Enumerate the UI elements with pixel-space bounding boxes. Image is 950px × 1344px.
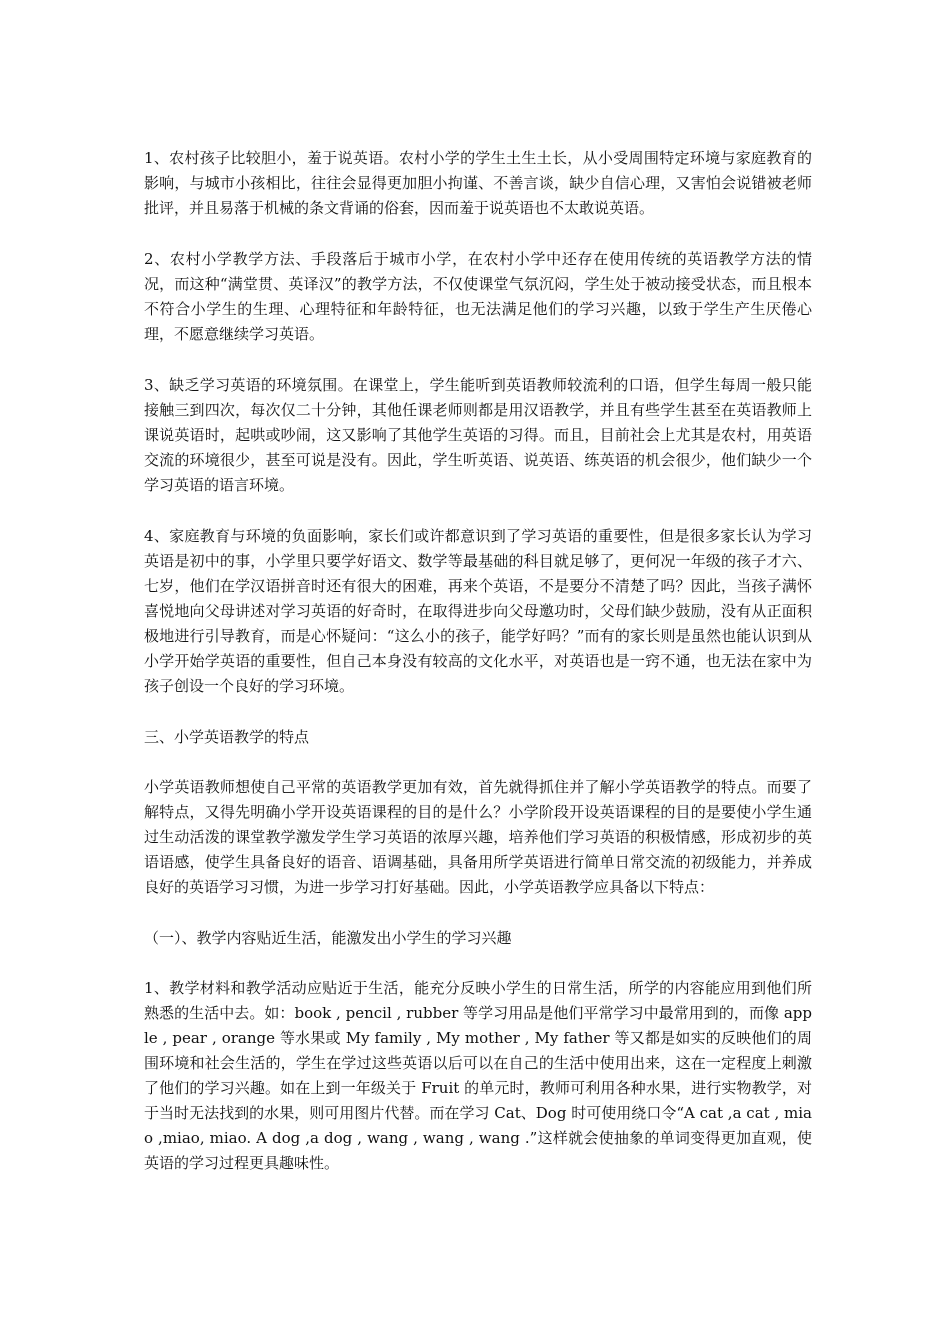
document-body — [144, 146, 812, 1202]
section-paragraph: 小学英语教师想使自己平常的英语教学更加有效，首先就得抓住并了解小学英语教学的特点。而要了解特点，又得先明确小学开设英语课程的目的是什么？小学阶段开设英语课程的目的是要使小学生通过生动活泼的课堂教学激发学生学习英语的浓厚兴趣，培养他们学习英语的积极情感，形成初步的英语语感，使学生具备良好的语音、语调基础，具备用所学英语进行简单日常交流的初级能力，并养成良好的英语学习习惯，为进一步学习打好基础。因此，小学英语教学应具备以下特点： — [144, 778, 812, 896]
paragraph-3: 3、缺乏学习英语的环境氛围。在课堂上，学生能听到英语教师较流利的口语，但学生每周一般只能接触三到四次，每次仅二十分钟，其他任课老师则都是用汉语教学，并且有些学生甚至在英语教师上课说英语时，起哄或吵闹，这又影响了其他学生英语的习得。而且，目前社会上尤其是农村，用英语交流的环境很少，甚至可说是没有。因此，学生听英语、说英语、练英语的机会很少，他们缺少一个学习英语的语言环境。 — [144, 376, 812, 494]
paragraph-4: 4、家庭教育与环境的负面影响，家长们或许都意识到了学习英语的重要性，但是很多家长认为学习英语是初中的事，小学里只要学好语文、数学等最基础的科目就足够了，更何况一年级的孩子才六、七岁，他们在学汉语拼音时还有很大的困难，再来个英语，不是要分不清楚了吗？因此，当孩子满怀喜悦地向父母讲述对学习英语的好奇时，在取得进步向父母邀功时，父母们缺少鼓励，没有从正面积极地进行引导教育，而是心怀疑问：“这么小的孩子，能学好吗？”而有的家长则是虽然也能认识到从小学开始学英语的重要性，但自己本身没有较高的文化水平，对英语也是一窍不通，也无法在家中为孩子创设一个良好的学习环境。 — [144, 527, 812, 695]
paragraph-2: 2、农村小学教学方法、手段落后于城市小学，在农村小学中还存在使用传统的英语教学方法的情况，而这种“满堂贯、英译汉”的教学方法，不仅使课堂气氛沉闷，学生处于被动接受状态，而且根本不符合小学生的生理、心理特征和年龄特征，也无法满足他们的学习兴趣，以致于学生产生厌倦心理，不愿意继续学习英语。 — [144, 250, 812, 343]
paragraph-1: 1、农村孩子比较胆小，羞于说英语。农村小学的学生土生土长，从小受周围特定环境与家庭教育的影响，与城市小孩相比，往往会显得更加胆小拘谨、不善言谈，缺少自信心理，又害怕会说错被老师批评，并且易落于机械的条文背诵的俗套，因而羞于说英语也不太敢说英语。 — [144, 149, 812, 217]
section-heading: 三、小学英语教学的特点 — [144, 728, 310, 746]
subsection-paragraph: 1、教学材料和教学活动应贴近于生活，能充分反映小学生的日常生活，所学的内容能应用到他们所熟悉的生活中去。如：book , pencil , rubber 等学习用品是他们平常学习中最常用到的，而像 apple , pear , orange 等水果或 My family , My mother , My father 等又都是如实的反映他们的周围环境和社会生活的，学生在学过这些英语以后可以在自己的生活中使用出来，这在一定程度上刺激了他们的学习兴趣。如在上到一年级关于 Fruit 的单元时，教师可利用各种水果，进行实物教学，对于当时无法找到的水果，则可用图片代替。而在学习 Cat、Dog 时可使用绕口令“A cat ,a cat , miao ,miao, miao. A dog ,a dog , wang , wang , wang .”这样就会使抽象的单词变得更加直观，使英语的学习过程更具趣味性。 — [144, 979, 812, 1172]
subsection-heading: （一）、教学内容贴近生活，能激发出小学生的学习兴趣 — [144, 929, 512, 947]
